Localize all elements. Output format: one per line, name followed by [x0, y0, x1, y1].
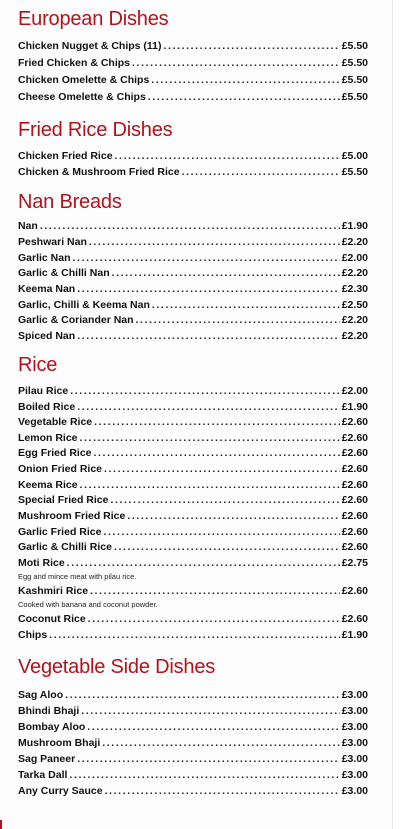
- menu-item: Keema Nan ..... £2.30: [18, 282, 368, 296]
- item-description: Cooked with banana and coconut powder.: [18, 600, 158, 609]
- section-title-nan-breads: Nan Breads: [18, 191, 122, 213]
- menu-item: Vegetable Rice ..... £2.60: [18, 415, 368, 429]
- menu-item: Garlic Nan ..... £2.00: [18, 251, 368, 265]
- menu-item: Chicken & Mushroom Fried Rice ..... £5.50: [18, 165, 368, 179]
- menu-item: Garlic & Coriander Nan ..... £2.20: [18, 313, 368, 327]
- menu-item: Garlic & Chilli Rice ..... £2.60: [18, 540, 368, 554]
- menu-item: Chicken Fried Rice ..... £5.00: [18, 149, 368, 163]
- menu-item: Kashmiri Rice ..... £2.60: [18, 584, 368, 598]
- menu-item: Any Curry Sauce ..... £3.00: [18, 784, 368, 798]
- section-title-vegetable-side-dishes: Vegetable Side Dishes: [18, 656, 216, 678]
- menu-item: Sag Paneer ..... £3.00: [18, 752, 368, 766]
- menu-item: Garlic & Chilli Nan ..... £2.20: [18, 266, 368, 280]
- menu-item: Spiced Nan ..... £2.20: [18, 329, 368, 343]
- menu-item: Bhindi Bhaji ..... £3.00: [18, 704, 368, 718]
- menu-item: Lemon Rice ..... £2.60: [18, 431, 368, 445]
- menu-item: Fried Chicken & Chips ..... £5.50: [18, 56, 368, 70]
- menu-item: Onion Fried Rice ..... £2.60: [18, 462, 368, 476]
- menu-item: Chips ..... £1.90: [18, 628, 368, 642]
- menu-item: Garlic Fried Rice ..... £2.60: [18, 525, 368, 539]
- menu-item: Moti Rice ..... £2.75: [18, 556, 368, 570]
- menu-item: Tarka Dall ..... £3.00: [18, 768, 368, 782]
- section-title-fried-rice-dishes: Fried Rice Dishes: [18, 119, 173, 141]
- menu-item: Bombay Aloo ..... £3.00: [18, 720, 368, 734]
- section-title-european-dishes: European Dishes: [18, 8, 169, 30]
- menu-item: Special Fried Rice ..... £2.60: [18, 493, 368, 507]
- menu-item: Boiled Rice ..... £1.90: [18, 400, 368, 414]
- menu-item: Pilau Rice ..... £2.00: [18, 384, 368, 398]
- menu-item: Chicken Nugget & Chips (11) ..... £5.50: [18, 39, 368, 53]
- item-description: Egg and mince meat with pilau rice.: [18, 572, 137, 581]
- menu-item: Coconut Rice ..... £2.60: [18, 612, 368, 626]
- menu-item: Peshwari Nan ..... £2.20: [18, 235, 368, 249]
- menu-item: Sag Aloo ..... £3.00: [18, 688, 368, 702]
- menu-item: Mushroom Fried Rice ..... £2.60: [18, 509, 368, 523]
- menu-item: Chicken Omelette & Chips ..... £5.50: [18, 73, 368, 87]
- menu-item: Cheese Omelette & Chips ..... £5.50: [18, 90, 368, 104]
- menu-item: Garlic, Chilli & Keema Nan ..... £2.50: [18, 298, 368, 312]
- section-title-rice: Rice: [18, 354, 58, 376]
- menu-item: Egg Fried Rice ..... £2.60: [18, 446, 368, 460]
- page-edge-mark: [0, 820, 2, 829]
- menu-item: Nan ..... £1.90: [18, 219, 368, 233]
- menu-item: Mushroom Bhaji ..... £3.00: [18, 736, 368, 750]
- menu-item: Keema Rice ..... £2.60: [18, 478, 368, 492]
